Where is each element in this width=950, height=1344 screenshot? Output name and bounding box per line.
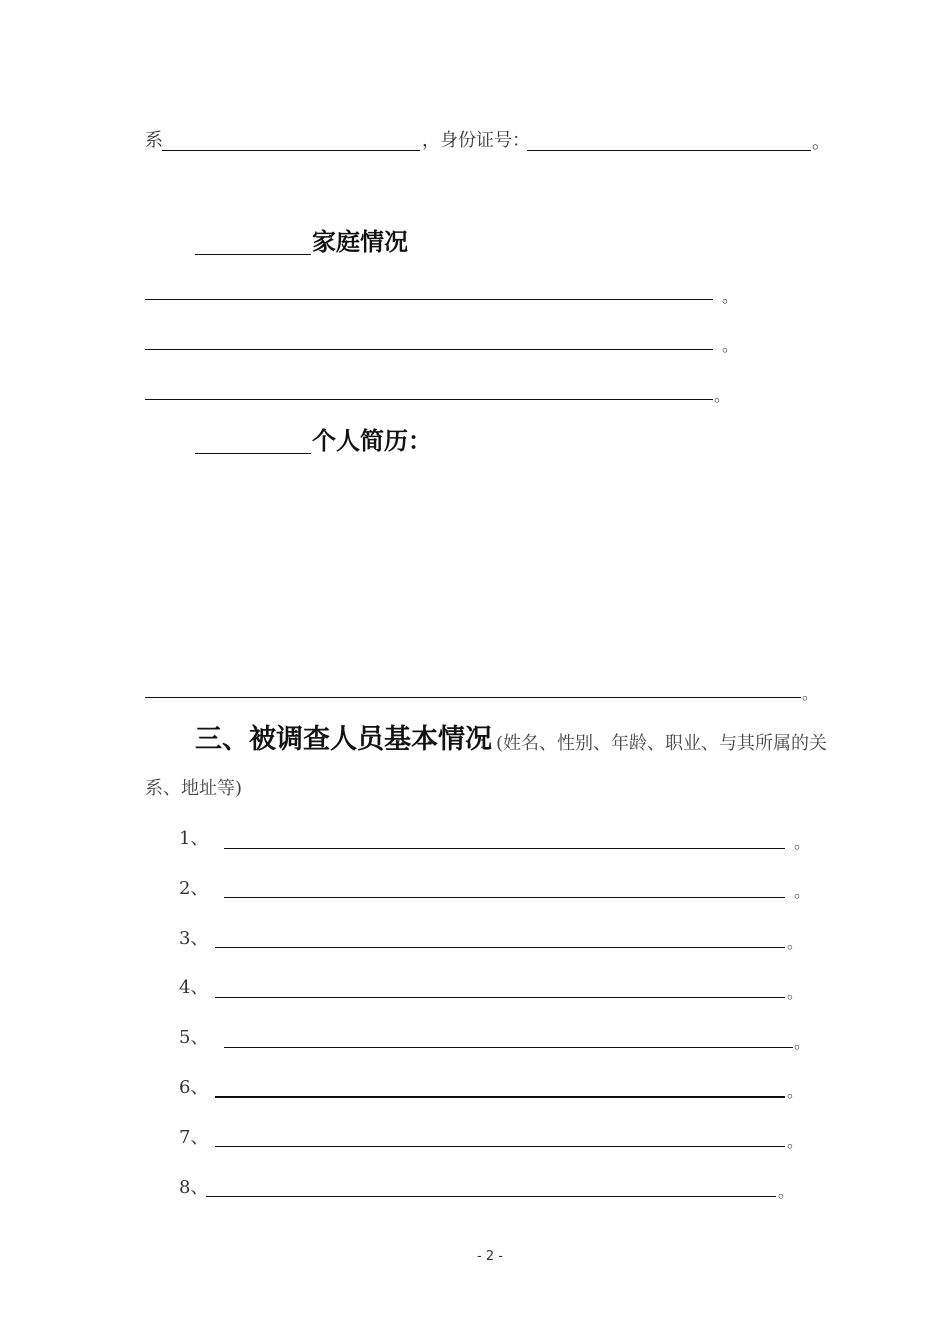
family-line-3-end: 。	[714, 386, 731, 405]
resume-heading-blank[interactable]	[195, 453, 311, 454]
item-number: 4、	[179, 977, 209, 998]
family-line-1-end: 。	[722, 287, 739, 306]
family-heading: 家庭情况	[312, 228, 408, 256]
page-number: - 2 -	[477, 1249, 503, 1264]
item-line-6[interactable]	[215, 1096, 785, 1098]
item-end: 。	[787, 1082, 804, 1101]
family-line-2[interactable]	[145, 349, 713, 350]
top-row-period: 。	[812, 132, 830, 153]
item-end: 。	[794, 882, 811, 901]
item-end: 。	[787, 1132, 804, 1151]
item-end: 。	[794, 833, 811, 852]
family-line-1[interactable]	[145, 299, 713, 300]
relation-blank-line[interactable]	[162, 150, 420, 151]
item-number: 1、	[179, 828, 209, 849]
resume-line[interactable]	[145, 697, 801, 698]
item-end: 。	[787, 983, 804, 1002]
resume-heading: 个人简历：	[312, 427, 432, 455]
id-number-label: ，身份证号：	[422, 130, 530, 151]
family-line-3[interactable]	[145, 399, 713, 400]
item-end: 。	[794, 1033, 811, 1052]
item-end: 。	[787, 933, 804, 952]
item-number: 7、	[179, 1127, 209, 1148]
item-line-2[interactable]	[224, 897, 785, 898]
item-line-4[interactable]	[215, 997, 785, 998]
item-number: 2、	[179, 878, 209, 899]
item-line-8[interactable]	[206, 1196, 776, 1197]
item-line-1[interactable]	[224, 848, 785, 849]
item-number: 8、	[179, 1177, 209, 1198]
id-number-blank-line[interactable]	[527, 150, 811, 151]
item-line-7[interactable]	[215, 1146, 785, 1147]
relation-label: 系	[145, 130, 163, 151]
family-heading-blank[interactable]	[195, 254, 311, 255]
resume-line-end: 。	[802, 684, 819, 703]
item-line-3[interactable]	[215, 947, 785, 948]
section3-heading: 三、被调查人员基本情况	[195, 724, 492, 755]
item-line-5[interactable]	[224, 1047, 793, 1048]
item-number: 3、	[179, 928, 209, 949]
item-end: 。	[778, 1182, 795, 1201]
family-line-2-end: 。	[722, 336, 739, 355]
item-number: 5、	[179, 1027, 209, 1048]
item-number: 6、	[179, 1077, 209, 1098]
section3-note-line1: ：(姓名、性别、年龄、职业、与其所属的关	[478, 733, 828, 754]
section3-note-line2: 系、地址等)	[145, 778, 243, 799]
